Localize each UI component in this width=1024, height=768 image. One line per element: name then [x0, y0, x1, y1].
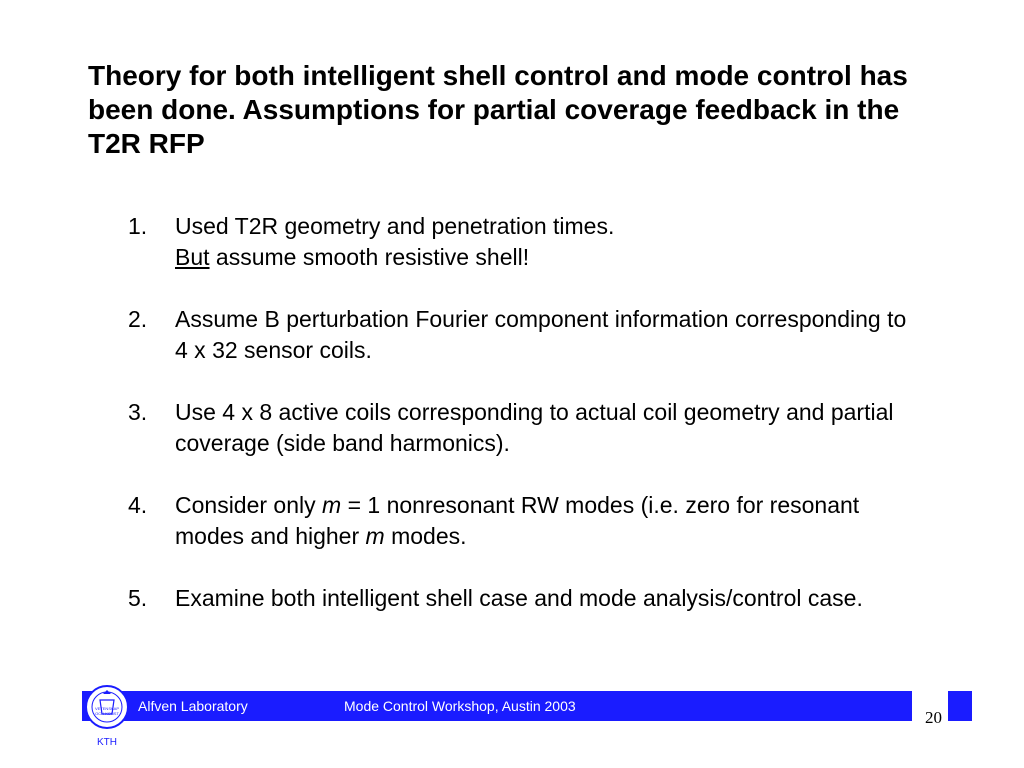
- footer-lab-name: Alfven Laboratory: [138, 698, 248, 714]
- list-item: [128, 211, 908, 273]
- list-item: [128, 490, 908, 552]
- item-text-part: = 1 nonresonant RW modes (i.e. zero for resonant modes and higher: [175, 492, 860, 549]
- underlined-word: But: [175, 244, 210, 270]
- item-number: 3.: [128, 399, 148, 425]
- list-item: [128, 304, 908, 366]
- item-text: Use 4 x 8 active coils corresponding to actual coil geometry and partial coverage (side band harmonics).: [175, 399, 894, 456]
- italic-variable: m: [322, 492, 342, 518]
- slide-title: Theory for both intelligent shell control and mode control has been done. Assumptions for partial coverage feedback in the T2R RFP: [88, 60, 908, 159]
- logo-label: KTH: [97, 737, 117, 748]
- corner-square: [948, 691, 972, 721]
- item-line: Used T2R geometry and penetration times.: [175, 213, 615, 239]
- item-text: Assume B perturbation Fourier component information corresponding to 4 x 32 sensor coils.: [175, 306, 907, 363]
- item-text-part: modes.: [384, 523, 467, 549]
- list-item: [128, 397, 908, 459]
- kth-logo-icon: [84, 680, 130, 758]
- item-number: 2.: [128, 306, 148, 332]
- item-text: [175, 490, 908, 552]
- footer-bar: [82, 691, 912, 721]
- svg-text:OCH KONST: OCH KONST: [95, 711, 119, 716]
- item-number: 5.: [128, 585, 148, 611]
- assumption-list: [128, 211, 908, 645]
- footer-workshop-name: Mode Control Workshop, Austin 2003: [344, 698, 576, 714]
- list-item: [128, 583, 908, 614]
- item-text: [175, 211, 908, 273]
- item-text-part: Consider only: [175, 492, 323, 518]
- item-number: 1.: [128, 213, 148, 239]
- item-line: assume smooth resistive shell!: [209, 244, 530, 270]
- item-text: Examine both intelligent shell case and mode analysis/control case.: [175, 585, 863, 611]
- page-number: 20: [925, 708, 942, 727]
- italic-variable: m: [365, 523, 385, 549]
- svg-text:VETENSKAP: VETENSKAP: [94, 706, 120, 711]
- item-number: 4.: [128, 492, 148, 518]
